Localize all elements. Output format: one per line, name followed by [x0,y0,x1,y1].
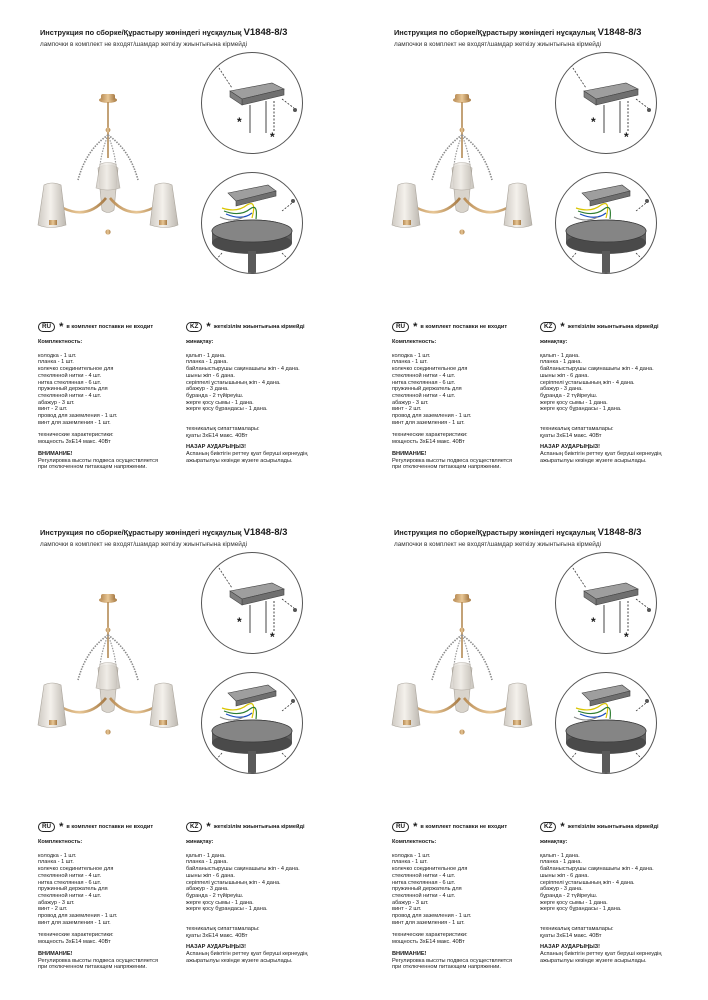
ru-spec-title: технические характеристики: [38,432,114,439]
kz-warning-line: Аспаның биіктігін реттеу қуат беруші кернеудің [186,451,308,458]
ru-not-included-note: в комплект поставки не входит [66,823,154,830]
kz-spec-title: техникалық сипаттамалары: [540,926,614,933]
instruction-page-top-left [0,0,354,500]
kz-contents-title: жинақтау: [186,339,214,345]
language-badge-kz: KZ [186,822,202,832]
star-marker: * [624,130,629,144]
ru-warning-line: при отключенном питающем напряжении. [38,464,147,471]
ru-contents-item: пружинный держатель для [392,386,462,393]
ru-contents-item: стеклянной нитки - 4 шт. [392,372,456,379]
kz-not-included-note: жеткізілім жиынтығына кірмейді [567,823,659,830]
kz-contents-item: серіппелі ұстағышының жіп - 4 дана. [186,379,281,386]
detail-circle-wiring [201,172,303,274]
ru-contents-item: стеклянной нитки - 4 шт. [38,872,102,879]
kz-contents-item: байланыстырушы сақинашығы жіп - 4 дана. [186,366,300,373]
mounting-bar-diagram [202,53,302,153]
wiring-diagram [556,673,656,773]
kz-contents-item: жерге қосу бұрандасы - 1 дана. [186,406,268,413]
page-title: Инструкция по сборке/Құрастыру жөніндегі нұсқаулық V1848-8/3 [40,527,288,538]
ru-contents-title: Комплектность: [392,839,437,845]
kz-contents-item: планка - 1 дана. [186,859,228,866]
ru-contents-item: стеклянной нитки - 4 шт. [38,392,102,399]
star-marker: * [591,115,596,129]
star-marker: * [270,130,275,144]
star-marker: * [59,821,64,833]
star-marker: * [560,321,565,333]
model-number: V1848-8/3 [597,27,642,38]
ru-contents-item: стеклянной нитки - 4 шт. [38,372,102,379]
ru-warning-line: при отключенном питающем напряжении. [392,464,501,471]
ru-column [392,820,542,971]
kz-contents-item: абажур - 3 дана. [540,886,583,893]
page-title: Инструкция по сборке/Құрастыру жөніндегі нұсқаулық V1848-8/3 [394,527,642,538]
ru-contents-list [38,353,188,427]
kz-contents-item: серіппелі ұстағышының жіп - 4 дана. [540,379,635,386]
ru-contents-list [392,853,542,927]
kz-contents-list [540,353,690,413]
ru-warning-title: ВНИМАНИЕ! [392,950,427,957]
ru-contents-item: винт для заземления - 1 шт. [392,419,465,426]
kz-column [540,320,690,465]
kz-contents-item: абажур - 3 дана. [186,886,229,893]
page-subtitle: лампочки в комплект не входят/шамдар жеткізу жиынтығына кірмейді [40,541,247,548]
model-number: V1848-8/3 [243,27,288,38]
kz-contents-item: планка - 1 дана. [540,359,582,366]
ru-warning-line: Регулировка высоты подвеса осуществляется [392,957,512,964]
ru-contents-title: Комплектность: [392,339,437,345]
kz-contents-title: жинақтау: [186,839,214,845]
detail-circle-mounting-bar [555,552,657,654]
kz-contents-item: шыны жіп - 6 дана. [186,872,235,879]
ru-contents-list [392,353,542,427]
kz-spec-value: қуаты 3хЕ14 макс. 40Вт [186,432,248,439]
kz-contents-item: шыны жіп - 6 дана. [540,872,589,879]
ru-contents-item: нитка стеклянная - 6 шт. [392,879,456,886]
star-marker: * [624,630,629,644]
page-title: Инструкция по сборке/Құрастыру жөніндегі нұсқаулық V1848-8/3 [394,27,642,38]
language-badge-ru: RU [392,822,409,832]
kz-warning-line: ажыратылуы кезінде жүзеге асырылады. [186,457,293,464]
star-marker: * [237,615,242,629]
ru-warning-line: Регулировка высоты подвеса осуществляется [38,957,158,964]
ru-contents-item: колодка - 1 шт. [392,352,431,359]
kz-contents-item: жерге қосу сымы - 1 дана. [540,899,608,906]
mounting-bar-diagram [556,53,656,153]
ru-spec-value: мощность 3хЕ14 макс. 40Вт [392,939,465,946]
kz-contents-item: абажур - 3 дана. [186,386,229,393]
kz-contents-item: серіппелі ұстағышының жіп - 4 дана. [186,879,281,886]
ru-not-included-note: в комплект поставки не входит [66,323,154,330]
wiring-diagram [202,173,302,273]
kz-contents-item: байланыстырушы сақинашығы жіп - 4 дана. [540,866,654,873]
ru-contents-item: планка - 1 шт. [392,859,428,866]
kz-warning-line: ажыратылуы кезінде жүзеге асырылады. [540,957,647,964]
ru-contents-title: Комплектность: [38,339,83,345]
mounting-bar-diagram [556,553,656,653]
ru-spec-value: мощность 3хЕ14 макс. 40Вт [392,439,465,446]
kz-contents-item: планка - 1 дана. [540,859,582,866]
kz-contents-item: планка - 1 дана. [186,359,228,366]
kz-warning-line: Аспаның биіктігін реттеу қуат беруші кернеудің [540,951,662,958]
detail-circle-mounting-bar [201,552,303,654]
kz-contents-item: қалып - 1 дана. [540,852,580,859]
kz-spec-value: қуаты 3хЕ14 макс. 40Вт [540,932,602,939]
star-marker: * [59,321,64,333]
star-marker: * [413,821,418,833]
model-number: V1848-8/3 [597,527,642,538]
kz-contents-item: жерге қосу бұрандасы - 1 дана. [186,906,268,913]
ru-spec-title: технические характеристики: [392,432,468,439]
ru-contents-item: колодка - 1 шт. [38,852,77,859]
ru-contents-item: планка - 1 шт. [38,359,74,366]
model-number: V1848-8/3 [243,527,288,538]
ru-contents-item: провод для заземления - 1 шт. [38,913,118,920]
ru-contents-item: винт - 2 шт. [392,406,422,413]
kz-contents-title: жинақтау: [540,339,568,345]
ru-not-included-note: в комплект поставки не входит [420,823,508,830]
ru-spec-value: мощность 3хЕ14 макс. 40Вт [38,939,111,946]
ru-warning-line: Регулировка высоты подвеса осуществляется [38,457,158,464]
ru-contents-item: винт для заземления - 1 шт. [392,919,465,926]
kz-contents-title: жинақтау: [540,839,568,845]
chandelier-illustration [28,80,188,255]
detail-circle-wiring [201,672,303,774]
kz-spec-value: қуаты 3хЕ14 макс. 40Вт [186,932,248,939]
kz-warning-title: НАЗАР АУДАРЫҢЫЗ! [540,944,601,951]
star-marker: * [560,821,565,833]
ru-contents-item: абажур - 3 шт. [38,899,75,906]
ru-contents-item: нитка стеклянная - 6 шт. [38,379,102,386]
star-marker: * [413,321,418,333]
kz-contents-item: шыны жіп - 6 дана. [186,372,235,379]
ru-contents-item: колечко соединительное для [38,366,114,373]
page-subtitle: лампочки в комплект не входят/шамдар жеткізу жиынтығына кірмейді [394,541,601,548]
ru-contents-item: винт для заземления - 1 шт. [38,919,111,926]
ru-warning-line: Регулировка высоты подвеса осуществляется [392,457,512,464]
kz-contents-item: бұранда - 2 түйіреуіш. [540,892,598,899]
kz-warning-title: НАЗАР АУДАРЫҢЫЗ! [186,444,247,451]
language-badge-ru: RU [392,322,409,332]
kz-contents-item: қалып - 1 дана. [186,352,226,359]
kz-contents-list [186,353,336,413]
instruction-page-top-right [354,0,708,500]
star-marker: * [591,615,596,629]
ru-contents-item: абажур - 3 шт. [392,399,429,406]
ru-contents-item: абажур - 3 шт. [38,399,75,406]
ru-contents-item: пружинный держатель для [392,886,462,893]
ru-contents-item: нитка стеклянная - 6 шт. [38,879,102,886]
ru-contents-item: планка - 1 шт. [392,359,428,366]
ru-contents-list [38,853,188,927]
ru-contents-item: пружинный держатель для [38,386,108,393]
kz-column [540,820,690,965]
kz-contents-item: байланыстырушы сақинашығы жіп - 4 дана. [186,866,300,873]
ru-warning-title: ВНИМАНИЕ! [392,450,427,457]
instruction-page-bottom-left [0,500,354,1000]
kz-contents-item: қалып - 1 дана. [540,352,580,359]
star-marker: * [237,115,242,129]
detail-circle-wiring [555,172,657,274]
ru-column [392,320,542,471]
kz-spec-title: техникалық сипаттамалары: [186,426,260,433]
ru-warning-title: ВНИМАНИЕ! [38,950,73,957]
kz-warning-line: ажыратылуы кезінде жүзеге асырылады. [540,457,647,464]
ru-contents-item: колодка - 1 шт. [38,352,77,359]
ru-contents-title: Комплектность: [38,839,83,845]
ru-spec-title: технические характеристики: [38,932,114,939]
detail-circle-mounting-bar [201,52,303,154]
ru-contents-item: винт - 2 шт. [38,406,68,413]
ru-warning-line: при отключенном питающем напряжении. [392,964,501,971]
kz-spec-title: техникалық сипаттамалары: [540,426,614,433]
ru-contents-item: винт - 2 шт. [38,906,68,913]
page-subtitle: лампочки в комплект не входят/шамдар жеткізу жиынтығына кірмейді [40,41,247,48]
detail-circle-wiring [555,672,657,774]
star-marker: * [206,321,211,333]
ru-contents-item: колечко соединительное для [392,866,468,873]
ru-contents-item: пружинный держатель для [38,886,108,893]
kz-contents-item: бұранда - 2 түйіреуіш. [186,392,244,399]
mounting-bar-diagram [202,553,302,653]
instruction-page-bottom-right [354,500,708,1000]
kz-contents-list [186,853,336,913]
kz-spec-title: техникалық сипаттамалары: [186,926,260,933]
ru-contents-item: стеклянной нитки - 4 шт. [392,892,456,899]
ru-contents-item: провод для заземления - 1 шт. [38,413,118,420]
ru-not-included-note: в комплект поставки не входит [420,323,508,330]
kz-contents-item: жерге қосу бұрандасы - 1 дана. [540,906,622,913]
kz-column [186,320,336,465]
kz-contents-item: серіппелі ұстағышының жіп - 4 дана. [540,879,635,886]
ru-contents-item: колечко соединительное для [392,366,468,373]
chandelier-illustration [382,580,542,755]
kz-contents-item: жерге қосу сымы - 1 дана. [540,399,608,406]
kz-contents-list [540,853,690,913]
language-badge-kz: KZ [186,322,202,332]
kz-contents-item: жерге қосу сымы - 1 дана. [186,899,254,906]
kz-warning-line: Аспаның биіктігін реттеу қуат беруші кернеудің [540,451,662,458]
wiring-diagram [556,173,656,273]
kz-contents-item: бұранда - 2 түйіреуіш. [540,392,598,399]
ru-contents-item: стеклянной нитки - 4 шт. [392,872,456,879]
chandelier-illustration [28,580,188,755]
ru-contents-item: стеклянной нитки - 4 шт. [392,392,456,399]
kz-contents-item: бұранда - 2 түйіреуіш. [186,892,244,899]
kz-warning-line: ажыратылуы кезінде жүзеге асырылады. [186,957,293,964]
language-badge-kz: KZ [540,822,556,832]
ru-spec-title: технические характеристики: [392,932,468,939]
kz-spec-value: қуаты 3хЕ14 макс. 40Вт [540,432,602,439]
ru-contents-item: абажур - 3 шт. [392,899,429,906]
ru-contents-item: нитка стеклянная - 6 шт. [392,379,456,386]
kz-contents-item: абажур - 3 дана. [540,386,583,393]
ru-column [38,820,188,971]
ru-contents-item: винт - 2 шт. [392,906,422,913]
ru-column [38,320,188,471]
detail-circle-mounting-bar [555,52,657,154]
ru-contents-item: стеклянной нитки - 4 шт. [38,892,102,899]
language-badge-ru: RU [38,322,55,332]
kz-not-included-note: жеткізілім жиынтығына кірмейді [213,323,305,330]
star-marker: * [270,630,275,644]
page-title: Инструкция по сборке/Құрастыру жөніндегі нұсқаулық V1848-8/3 [40,27,288,38]
kz-contents-item: байланыстырушы сақинашығы жіп - 4 дана. [540,366,654,373]
ru-warning-title: ВНИМАНИЕ! [38,450,73,457]
kz-warning-title: НАЗАР АУДАРЫҢЫЗ! [540,444,601,451]
ru-contents-item: провод для заземления - 1 шт. [392,913,472,920]
language-badge-ru: RU [38,822,55,832]
ru-contents-item: провод для заземления - 1 шт. [392,413,472,420]
ru-spec-value: мощность 3хЕ14 макс. 40Вт [38,439,111,446]
kz-contents-item: жерге қосу бұрандасы - 1 дана. [540,406,622,413]
star-marker: * [206,821,211,833]
chandelier-illustration [382,80,542,255]
kz-column [186,820,336,965]
kz-contents-item: жерге қосу сымы - 1 дана. [186,399,254,406]
ru-contents-item: винт для заземления - 1 шт. [38,419,111,426]
page-subtitle: лампочки в комплект не входят/шамдар жеткізу жиынтығына кірмейді [394,41,601,48]
ru-contents-item: планка - 1 шт. [38,859,74,866]
kz-contents-item: қалып - 1 дана. [186,852,226,859]
kz-not-included-note: жеткізілім жиынтығына кірмейді [567,323,659,330]
ru-contents-item: колодка - 1 шт. [392,852,431,859]
wiring-diagram [202,673,302,773]
language-badge-kz: KZ [540,322,556,332]
kz-contents-item: шыны жіп - 6 дана. [540,372,589,379]
kz-not-included-note: жеткізілім жиынтығына кірмейді [213,823,305,830]
ru-contents-item: колечко соединительное для [38,866,114,873]
kz-warning-title: НАЗАР АУДАРЫҢЫЗ! [186,944,247,951]
ru-warning-line: при отключенном питающем напряжении. [38,964,147,971]
kz-warning-line: Аспаның биіктігін реттеу қуат беруші кернеудің [186,951,308,958]
